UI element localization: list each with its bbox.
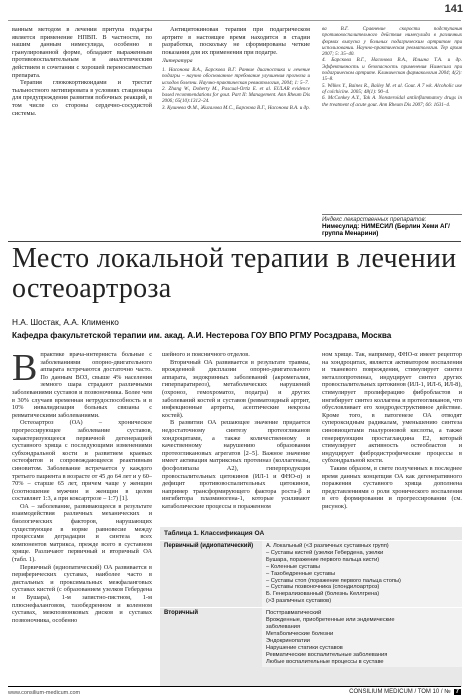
paragraph: Таким образом, в свете полученных в последнее время данных концепция ОА как дегенеративного поражения суставного хряща дополнена представлениями о роли хронического воспаления в его формировании и прогрессировании (см. рисунок). [322,464,462,510]
paragraph: Терапия глюкокортикоидами и трестат тыльностного метипировата в условиях стационара для предупреждения развития побочных реакций, в том числе со стороны сердечно-сосудистой системы. [12,79,152,117]
prev-article-col-1 [12,26,152,212]
reference-item: 5. Wilkes Y., Baines R., Bailey M. et al. Gout. A 7 wk. Alcoholic use of colchicine. 2005; 48(1): 90–4. [322,82,462,95]
table-cell-line: А. Локальный (<3 различных суставных групп) [266,543,389,549]
paragraph: ванным методом в лечении притупа подагры является применение НПВП. В частности, по нашим данным нимесулида, особенно в гранулированной форме, обладают выраженным противовоспалительным и аналгетическим действием в сочетании с хорошей переносимостью препарата. [12,26,152,79]
reference-item: 3. Кушнева Ф.М., Жигалова М.С., Барскова В.Г., Насонова В.А. и др. [162,104,310,111]
article-top-rule [8,241,461,242]
table-cell-line: – Суставы стоп (поражение первого пальца стопы) [266,577,401,584]
paragraph: шейного и поясничного отделов. [162,351,250,358]
table-cell-line: – Коленные суставы [266,563,320,570]
footer-issue: 7 [455,689,459,695]
drop-cap: В [12,351,38,389]
top-rule [8,20,461,21]
table-cell-line: Метаболические болезни [266,630,334,637]
table-cell-line: Б. Генерализованный (болезнь Келлгрена) [266,591,380,598]
reference-item: 2. Zhang W., Doherty M., Pascual-Ortiz E. et al. EULAR evidence based recommendations for gout. Part II: Management. Ann Rheum Dis 2006; 65(10):1312–24. [162,85,310,105]
article-authors: Н.А. Шостак, А.А. Клименко [12,317,119,327]
row-values [262,541,462,607]
drug-index-box [322,214,462,237]
reference-item: ва В.Г. Сравнение скорости подступания противовоспалительного действия нимесулида в различных формах выпуска у больных подагрическим артритом при использовании. Научно-практическая ревматология. Тер архив 2007; 5: 35–40. [322,26,462,58]
footer-rule [8,686,461,687]
paragraph: Первичный (идиопатический) ОА развивается в периферических суставах, наиболее часто в дистальных и проксимальных межфаланговых суставах кистей (с образованием узелков Гебердена и Бушара), 1-м запястно-пястном, 1-м плюснефаланговом, тазобедренном и коленном суставах, межпозвонковых дисков и суставах позвоночника, особенно [12,563,152,624]
paragraph: Вторичный ОА развивается в результате травмы, врожденной дисплазии опорно-двигательного аппарата, эндокринных заболеваний (акромегалия, гиперпаратиреоз), метаболических нарушений (охроноз, гемохроматоз, подагра) и других заболеваний костей и суставов (ревматоидный артрит, инфекционные артриты, асептические некрозы костей). [162,358,310,419]
table-cell-line: Ревматические воспалительные заболевания [266,651,388,658]
paragraph: Антицитокиновая терапия при подагрическом артрите в настоящее время находится в стадии разработки, поскольку не сформированы четкие показания для их применения при подагре. [162,26,310,56]
row-label: Вторичный [164,610,199,617]
table-cell-line: Бушара, поражение первого пальца кисти) [266,556,380,563]
table-cell-line: Эндокринопатии [266,637,310,644]
table-cell-line: (>3 различных суставов) [266,598,332,605]
row-label: Первичный (идиопатический) [164,543,254,549]
article-col-3 [322,351,462,523]
page-number: 141 [444,3,463,15]
table-row-secondary [160,607,462,667]
paragraph: Впрактике врача-интерниста больные с заболеваниями опорно-двигательного аппарата встречаются достаточно часто. По данным ВОЗ, свыше 4% населения земного шара страдают различными заболеваниями суставов и позвоночника. Более чем в 30% случаев временная нетрудоспособность и в 10% инвалидизация больных связаны с ревматическими заболеваниями. [12,351,152,419]
reference-item: 1. Насонова В.А., Барскова В.Г. Ранние диагностика и лечение подагры – научно обоснованное требование улучшения прогноза и исходов болезни. Научно-практическая ревматология, 2004; 1: 5–7. [162,66,310,86]
table-cell-line: заболевания [266,623,301,630]
article-affiliation: Кафедра факультетской терапии им. акад. А.И. Нестерова ГОУ ВПО РГМУ Росздрава, Москва [12,331,392,340]
table-title: Таблица 1. Классификация ОА [160,527,462,541]
row-values [262,608,462,667]
prev-article-col-3 [322,26,462,212]
paragraph: В развитии ОА решающее значение придается недостаточному синтезу протеогликанов хондроцитами, а также количественному и качественному нарушению образования протеогликановых агрегатов [2–5]. Важное значение имеет активация матриксных протеиназ (коллагеназы, фосфолипазы A2), гиперпродукция провоспалительных цитокинов (ИЛ-1 и ФНО-α) и дефицит противовоспалительных цитокинов, например трансформирующего фактора роста-β и ингибитора плазминогена-1, которые усиливают катаболические процессы в пораженном [162,419,310,510]
table-cell-line: Нарушение статики суставов [266,644,343,651]
page-footer [8,689,461,700]
article-col-2 [162,351,310,523]
table-cell-line: Посттравматический [266,610,322,617]
footer-website: www.consilium-medicum.com [8,690,81,696]
footer-journal-name: CONSILIUM MEDICUM / ТОМ 10 / № [349,689,451,695]
table-cell-line: Врожденные, приобретенные или эндемические [266,617,395,624]
drug-index-name: Нимесулид: НИМЕСИЛ (Берлин Хеми АГ/ группа Менарини) [322,223,450,237]
article-title: Место локальной терапии в лечении остеоартроза [12,243,457,304]
classification-table [160,527,462,687]
prev-article-col-2 [162,26,310,236]
article-col-1 [12,351,152,687]
reference-item: 6. McConkey A.Y., Tak A. Nonsteroidal antiinflammatory drugs in the treatment of acute gout. Ann Rheum Dis 2007; 66: 1631–4. [322,95,462,108]
table-cell-line: – Суставы позвоночника (спондилоартроз) [266,584,380,591]
table-cell-line: Любые воспалительные процессы в суставе [266,658,384,665]
paragraph: Остеоартроз (ОА) – хроническое прогрессирующее заболевание суставов, характеризующееся первичной дегенерацией суставного хряща с последующими изменениями субхондральной кости и развитием краевых остеофитов и сопровождающееся реактивным синовитом. Заболевание встречается у каждого третьего пациента в возрасте от 45 до 64 лет и у 60–70% – старше 65 лет, причем чаще у женщин (соотношение мужчин и женщин в целом составляет 1:3, а при коксартрозе – 1:7) [1]. [12,419,152,503]
drug-index-label: Индекс лекарственных препаратов: [322,217,427,223]
paragraph: ОА – заболевание, развивающееся в результате взаимодействия различных механических и биологических факторов, нарушающих существующее в норме равновесие между процессами деградации и синтеза всех компонентов матрикса, прежде всего в суставном хряще. Различают первичный и вторичный ОА (табл. 1). [12,502,152,564]
references-title: Литература [162,58,193,65]
reference-item: 4. Барскова В.Г., Насонова В.А., Ильина Т.А. и др. Эффективность и безопасность применения Нимесила при подагрическом артрите. Клиническая фармакология 2004; 4(2): 15–8. [322,57,462,83]
references-list [162,67,310,111]
table-cell-line: – Суставы кистей (узелки Гебердена, узелки [266,549,384,556]
paragraph: ном хряще. Так, например, ФНО-α имеет рецептор на хондроцитах, является активатором воспаления и тканевого повреждения, стимулирует синтез металлопротеиназ, индуцирует синтез других провоспалительных цитокинов (ИЛ-1, ИЛ-6, ИЛ-8), стимулирует пролиферацию фибробластов и ингибирует синтез коллагена и протеогликанов, что обусловливает его хондродеструктивное действие. Кроме того, в патогенезе ОА отводят супероксидным радикалам, уменьшению синтеза синовиоцитами гиалуроновой кислоты, а также генерирующим простагландина E2, который стимулирует активность остеобластов и индуцирует фибродистрофические процессы в субхондральной кости. [322,351,462,465]
table-cell-line: – Тазобедренные суставы [266,570,336,577]
table-row-primary [160,541,462,607]
footer-journal [349,689,461,695]
